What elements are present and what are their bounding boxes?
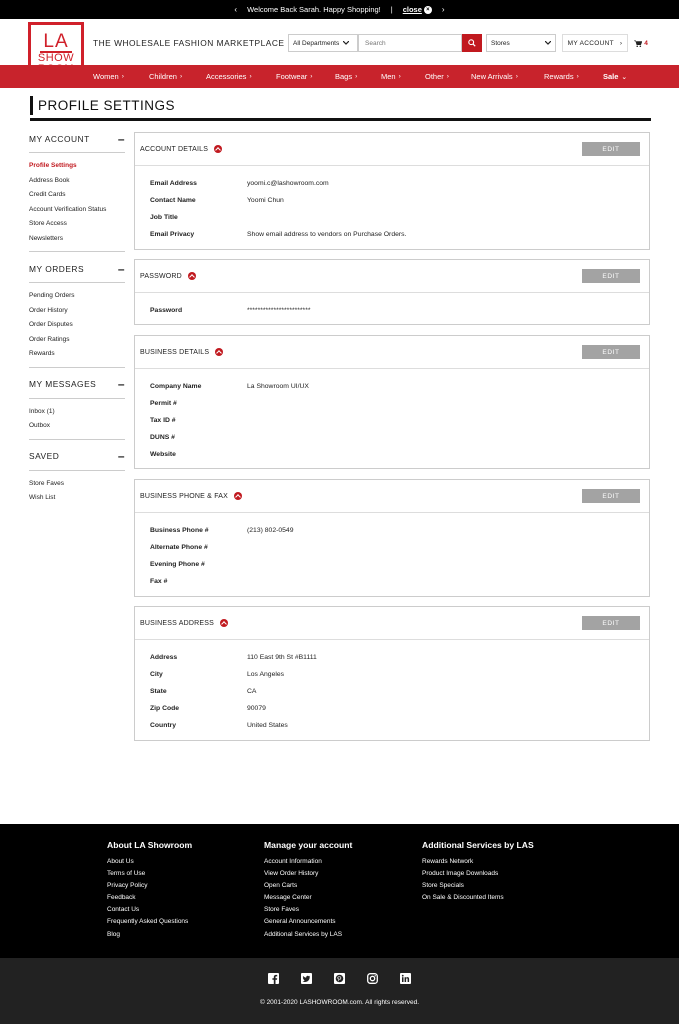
cart-button[interactable] (630, 34, 652, 52)
detail-row (150, 412, 649, 429)
chevron-down-icon (545, 41, 551, 45)
chevron-right-icon: › (446, 73, 449, 80)
sidebar-item-credit-cards[interactable]: Credit Cards (29, 191, 66, 198)
detail-row (150, 192, 649, 209)
detail-label: Address (150, 654, 178, 661)
detail-row (150, 209, 649, 226)
nav-label: Bags (335, 72, 353, 81)
panel-rows (135, 369, 649, 467)
twitter-icon[interactable] (301, 972, 313, 984)
department-select[interactable] (288, 34, 358, 52)
footer-link[interactable]: Feedback (107, 894, 136, 902)
panel-title[interactable] (140, 272, 196, 280)
detail-label: Company Name (150, 383, 202, 390)
footer-bottom (0, 958, 679, 1024)
instagram-icon[interactable] (367, 972, 379, 984)
collapse-chevron-icon[interactable] (215, 348, 223, 356)
sidebar-section-title: SAVED (29, 451, 60, 461)
copyright: © 2001-2020 LASHOWROOM.com. All rights reserved. (259, 999, 420, 1006)
prev-announcement-arrow-icon[interactable]: ‹ (234, 5, 238, 14)
detail-value: Yoomi Chun (247, 197, 284, 204)
footer-link[interactable]: Terms of Use (107, 870, 146, 878)
detail-label: Evening Phone # (150, 561, 205, 568)
detail-row (150, 683, 649, 700)
detail-label: Alternate Phone # (150, 544, 208, 551)
panel-rows (135, 293, 649, 323)
panel-title[interactable] (140, 145, 222, 153)
chevron-right-icon: › (398, 73, 401, 80)
nav-label: Rewards (544, 72, 574, 81)
footer-link[interactable]: Additional Services by LAS (264, 930, 343, 938)
detail-row (150, 649, 649, 666)
detail-row (150, 302, 649, 319)
nav-label: Women (93, 72, 119, 81)
detail-row (150, 378, 649, 395)
tagline: THE WHOLESALE FASHION MARKETPLACE (93, 38, 285, 48)
search-button[interactable] (462, 34, 482, 52)
search-input[interactable] (358, 34, 462, 52)
detail-value: Los Angeles (247, 671, 285, 678)
panel-title[interactable] (140, 619, 228, 627)
detail-value: ************************ (247, 307, 311, 314)
site-footer (0, 824, 679, 958)
sidebar-section-title: MY MESSAGES (29, 379, 97, 389)
detail-label: Password (150, 307, 183, 314)
detail-row (150, 446, 649, 463)
detail-value: yoomi.c@lashowroom.com (247, 180, 329, 187)
business-address-panel (134, 606, 650, 741)
footer-link[interactable]: Store Specials (422, 882, 464, 890)
chevron-down-icon (343, 41, 349, 45)
panel-header (135, 336, 649, 369)
sidebar-item-newsletters[interactable]: Newsletters (29, 234, 63, 242)
logo-line-2: SHOW (37, 52, 75, 64)
detail-row (150, 573, 649, 590)
chevron-right-icon: › (310, 73, 313, 80)
detail-label: Email Address (150, 180, 197, 187)
detail-row (150, 429, 649, 446)
detail-row (150, 522, 649, 539)
cart-icon (634, 40, 642, 47)
sidebar-section-header[interactable] (29, 262, 125, 283)
detail-label: State (150, 688, 167, 695)
sidebar-section-header[interactable] (29, 378, 125, 399)
close-label: close (402, 5, 422, 14)
detail-value: La Showroom UI/UX (247, 383, 309, 390)
footer-link[interactable]: Contact Us (107, 906, 140, 914)
footer-column-services (422, 840, 534, 904)
sidebar-section-header[interactable] (29, 450, 125, 471)
nav-label: Children (149, 72, 177, 81)
panel-rows (135, 513, 649, 594)
panel-rows (135, 166, 649, 247)
panel-header (135, 133, 649, 166)
sidebar-section-my-account (29, 132, 125, 252)
footer-link[interactable]: Product Image Downloads (422, 870, 499, 878)
next-announcement-arrow-icon[interactable]: › (441, 5, 445, 14)
nav-label: Men (381, 72, 396, 81)
detail-label: Fax # (150, 578, 168, 585)
sidebar-section-header[interactable] (29, 132, 125, 153)
footer-column-title: Additional Services by LAS (422, 840, 534, 850)
footer-column-about (107, 840, 192, 941)
nav-label: Sale (603, 72, 619, 81)
detail-label: Business Phone # (150, 527, 209, 534)
sidebar-section-saved (29, 450, 125, 511)
separator: | (390, 5, 393, 14)
footer-link[interactable]: View Order History (264, 870, 319, 878)
collapse-icon[interactable]: – (117, 261, 125, 276)
chevron-right-icon: › (121, 73, 124, 80)
footer-link[interactable]: Open Carts (264, 882, 298, 890)
nav-label: Accessories (206, 72, 247, 81)
detail-label: Job Title (150, 214, 178, 221)
chevron-right-icon: › (179, 73, 183, 80)
detail-row (150, 175, 649, 192)
close-announcement-button[interactable] (403, 5, 432, 14)
panel-header (135, 260, 649, 293)
sidebar-item-store-access[interactable]: Store Access (29, 220, 67, 227)
collapse-chevron-icon[interactable] (220, 619, 228, 627)
sidebar-item-address-book[interactable]: Address Book (29, 176, 70, 184)
stores-select-value: Stores (491, 39, 510, 47)
sidebar-item-account-verification[interactable]: Account Verification Status (29, 205, 107, 213)
edit-business-address-button[interactable]: EDIT (582, 616, 640, 630)
footer-column-title: About LA Showroom (107, 840, 193, 850)
my-account-label: MY ACCOUNT (567, 39, 614, 47)
sidebar-item-inbox[interactable]: Inbox (1) (29, 407, 55, 415)
my-account-button[interactable] (562, 34, 628, 52)
footer-link[interactable]: General Announcements (264, 918, 336, 926)
sidebar-section-my-messages (29, 378, 125, 440)
chevron-right-icon: › (576, 73, 579, 80)
detail-row (150, 717, 649, 734)
nav-item-rewards[interactable] (544, 72, 603, 81)
facebook-icon[interactable] (268, 972, 280, 984)
nav-item-new-arrivals[interactable] (471, 72, 544, 81)
footer-link[interactable]: Rewards Network (422, 858, 474, 865)
collapse-icon[interactable]: – (117, 449, 125, 463)
detail-label: City (150, 671, 163, 678)
collapse-icon[interactable]: – (117, 131, 125, 146)
footer-link[interactable]: Message Center (264, 894, 312, 902)
detail-label: Zip Code (150, 705, 180, 712)
footer-link[interactable]: Store Faves (264, 906, 300, 914)
footer-link[interactable]: Account Information (264, 858, 322, 865)
panel-header (135, 480, 649, 513)
account-details-panel (134, 132, 650, 250)
stores-select[interactable] (486, 34, 556, 52)
detail-value: (213) 802-0549 (247, 527, 294, 534)
detail-label: Permit # (150, 400, 177, 407)
panel-title-text: BUSINESS PHONE & FAX (140, 492, 229, 500)
nav-item-men[interactable] (381, 72, 425, 81)
password-panel (134, 259, 650, 325)
detail-row (150, 395, 649, 412)
cart-count: 4 (644, 39, 648, 47)
footer-link[interactable]: Blog (107, 930, 121, 938)
business-phone-panel (134, 479, 650, 597)
sidebar-item-profile-settings[interactable]: Profile Settings (29, 162, 77, 169)
edit-business-details-button[interactable]: EDIT (582, 345, 640, 359)
sidebar-item-outbox[interactable]: Outbox (29, 422, 50, 429)
footer-link[interactable]: On Sale & Discounted Items (422, 894, 504, 902)
sidebar-item-pending-orders[interactable]: Pending Orders (29, 292, 75, 299)
detail-row (150, 539, 649, 556)
panel-rows (135, 640, 649, 738)
detail-label: Tax ID # (150, 417, 176, 424)
search-icon (468, 39, 476, 47)
sidebar-item-rewards[interactable]: Rewards (29, 350, 55, 357)
detail-value: 110 East 9th St #B1111 (247, 654, 317, 661)
collapse-icon[interactable]: – (117, 377, 125, 391)
edit-business-phone-button[interactable]: EDIT (582, 489, 640, 503)
detail-label: Country (150, 722, 177, 729)
panel-header (135, 607, 649, 640)
sidebar-section-title: MY ACCOUNT (29, 133, 90, 144)
nav-label: Footwear (276, 72, 308, 81)
detail-value: 90079 (247, 705, 266, 712)
panel-title-text: PASSWORD (140, 272, 182, 280)
main-nav (0, 65, 679, 88)
linkedin-icon[interactable] (400, 972, 412, 984)
account-sidebar (29, 132, 125, 521)
sidebar-item-order-history[interactable]: Order History (29, 306, 68, 314)
edit-password-button[interactable]: EDIT (582, 269, 640, 283)
footer-column-title: Manage your account (264, 840, 353, 850)
sidebar-item-store-faves[interactable]: Store Faves (29, 479, 65, 487)
nav-label: New Arrivals (471, 72, 513, 81)
detail-label: DUNS # (150, 434, 175, 441)
detail-row (150, 666, 649, 683)
sidebar-item-order-disputes[interactable]: Order Disputes (29, 321, 73, 328)
panel-title-text: BUSINESS DETAILS (140, 348, 210, 356)
panel-title[interactable] (140, 492, 242, 500)
footer-column-manage (264, 840, 352, 941)
chevron-down-icon: ⌄ (621, 73, 627, 81)
welcome-message: Welcome Back Sarah. Happy Shopping! (247, 5, 381, 14)
sidebar-section-my-orders (29, 262, 125, 368)
close-icon: × (424, 6, 432, 14)
top-announcement-bar (0, 0, 679, 19)
footer-link[interactable]: About Us (107, 858, 134, 865)
detail-value: United States (247, 722, 288, 729)
chevron-right-icon: › (515, 73, 518, 80)
footer-link[interactable]: Frequently Asked Questions (107, 918, 189, 926)
chevron-right-icon: › (355, 73, 358, 80)
sidebar-item-order-ratings[interactable]: Order Ratings (29, 335, 70, 343)
detail-row (150, 226, 649, 243)
collapse-chevron-icon[interactable] (234, 492, 242, 500)
pinterest-icon[interactable] (334, 972, 346, 984)
nav-item-sale[interactable] (603, 72, 643, 81)
nav-item-children[interactable] (149, 72, 206, 81)
nav-item-bags[interactable] (335, 72, 381, 81)
edit-account-details-button[interactable]: EDIT (582, 142, 640, 156)
department-select-value: All Departments (293, 39, 340, 47)
collapse-chevron-icon[interactable] (188, 272, 196, 280)
nav-item-women[interactable] (93, 72, 149, 81)
panel-title-text: BUSINESS ADDRESS (140, 619, 214, 627)
collapse-chevron-icon[interactable] (214, 145, 222, 153)
detail-value: CA (247, 688, 257, 695)
detail-label: Website (150, 451, 176, 458)
title-divider (30, 118, 651, 121)
nav-item-footwear[interactable] (276, 72, 335, 81)
panel-title[interactable] (140, 348, 223, 356)
detail-value: Show email address to vendors on Purchase Orders. (247, 231, 407, 238)
detail-row (150, 556, 649, 573)
detail-row (150, 700, 649, 717)
nav-label: Other (425, 72, 444, 81)
sidebar-item-wish-list[interactable]: Wish List (29, 494, 56, 501)
nav-item-accessories[interactable] (206, 72, 276, 81)
chevron-right-icon: › (249, 73, 252, 80)
panel-title-text: ACCOUNT DETAILS (140, 145, 209, 153)
nav-item-other[interactable] (425, 72, 471, 81)
logo-line-1: LA (40, 33, 71, 53)
footer-link[interactable]: Privacy Policy (107, 882, 148, 890)
business-details-panel (134, 335, 650, 469)
sidebar-section-title: MY ORDERS (29, 263, 85, 274)
detail-label: Contact Name (150, 197, 196, 204)
chevron-right-icon: › (619, 39, 623, 47)
detail-label: Email Privacy (150, 231, 195, 238)
page-title: PROFILE SETTINGS (30, 96, 175, 115)
social-links (0, 972, 679, 984)
